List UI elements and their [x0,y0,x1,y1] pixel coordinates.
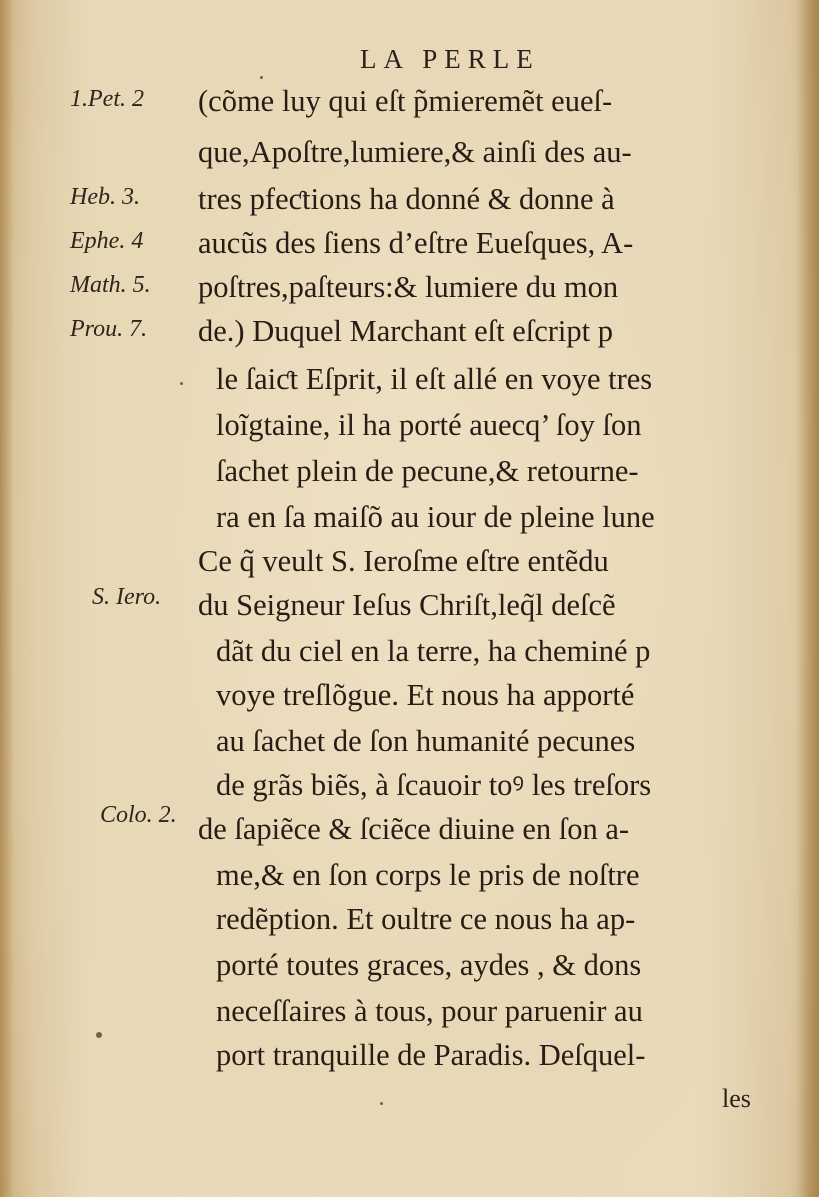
text-line: de.) Duquel Marchant eſt eſcript p [198,314,613,348]
marginal-note: Math. 5. [70,272,151,298]
text-line: aucũs des ſiens d’eſtre Eueſques, A- [198,226,634,260]
text-line: Ce q̃ veult S. Ieroſme eſtre entẽdu [198,544,609,578]
marginal-note: Colo. 2. [100,802,177,828]
text-line: tres pfeƈtions ha donné & donne à [198,182,615,216]
text-line: du Seigneur Ieſus Chriſt,leq̃l deſcẽ [198,588,616,622]
ink-speck [180,382,183,385]
text-line: le ſaiƈt Eſprit, il eſt allé en voye tres [216,362,653,396]
catchword: les [722,1084,751,1113]
text-line: ſachet plein de pecune,& retourne- [216,454,639,488]
text-line: me,& en ſon corps le pris de noſtre [216,858,640,892]
ink-speck [380,1102,383,1105]
text-line: que,Apoſtre,lumiere,& ainſi des au- [198,135,632,169]
ink-speck [260,76,263,79]
text-line: de grãs biẽs, à ſcauoir toꝰ les treſors [216,768,652,802]
text-line: au ſachet de ſon humanité pecunes [216,724,636,758]
text-line: poſtres,paſteurs:& lumiere du mon [198,270,619,304]
text-line: (cõme luy qui eſt p̃mieremẽt eueſ- [198,84,613,118]
text-line: voye treſlõgue. Et nous ha apporté [216,678,635,712]
page-edge-right [797,0,819,1197]
text-line: de ſapiẽce & ſciẽce diuine en ſon a- [198,812,630,846]
text-line: port tranquille de Paradis. Deſquel- [216,1038,646,1072]
text-line: ra en ſa maiſõ au iour de pleine lune [216,500,655,534]
text-line: neceſſaires à tous, pour paruenir au [216,994,643,1028]
running-head: LA PERLE [360,44,540,74]
marginal-note: S. Iero. [92,584,162,610]
marginal-note: Prou. 7. [70,316,148,342]
marginal-note: 1.Pet. 2 [70,86,144,112]
text-line: loĩgtaine, il ha porté auecq’ ſoy ſon [216,408,642,442]
marginal-note: Ephe. 4 [70,228,144,254]
marginal-note: Heb. 3. [70,184,140,210]
text-line: dãt du ciel en la terre, ha cheminé p [216,634,651,668]
text-line: redẽption. Et oultre ce nous ha ap- [216,902,636,936]
ink-speck [96,1032,102,1038]
page-edge-left [0,0,14,1197]
text-line: porté toutes graces, aydes , & dons [216,948,642,982]
